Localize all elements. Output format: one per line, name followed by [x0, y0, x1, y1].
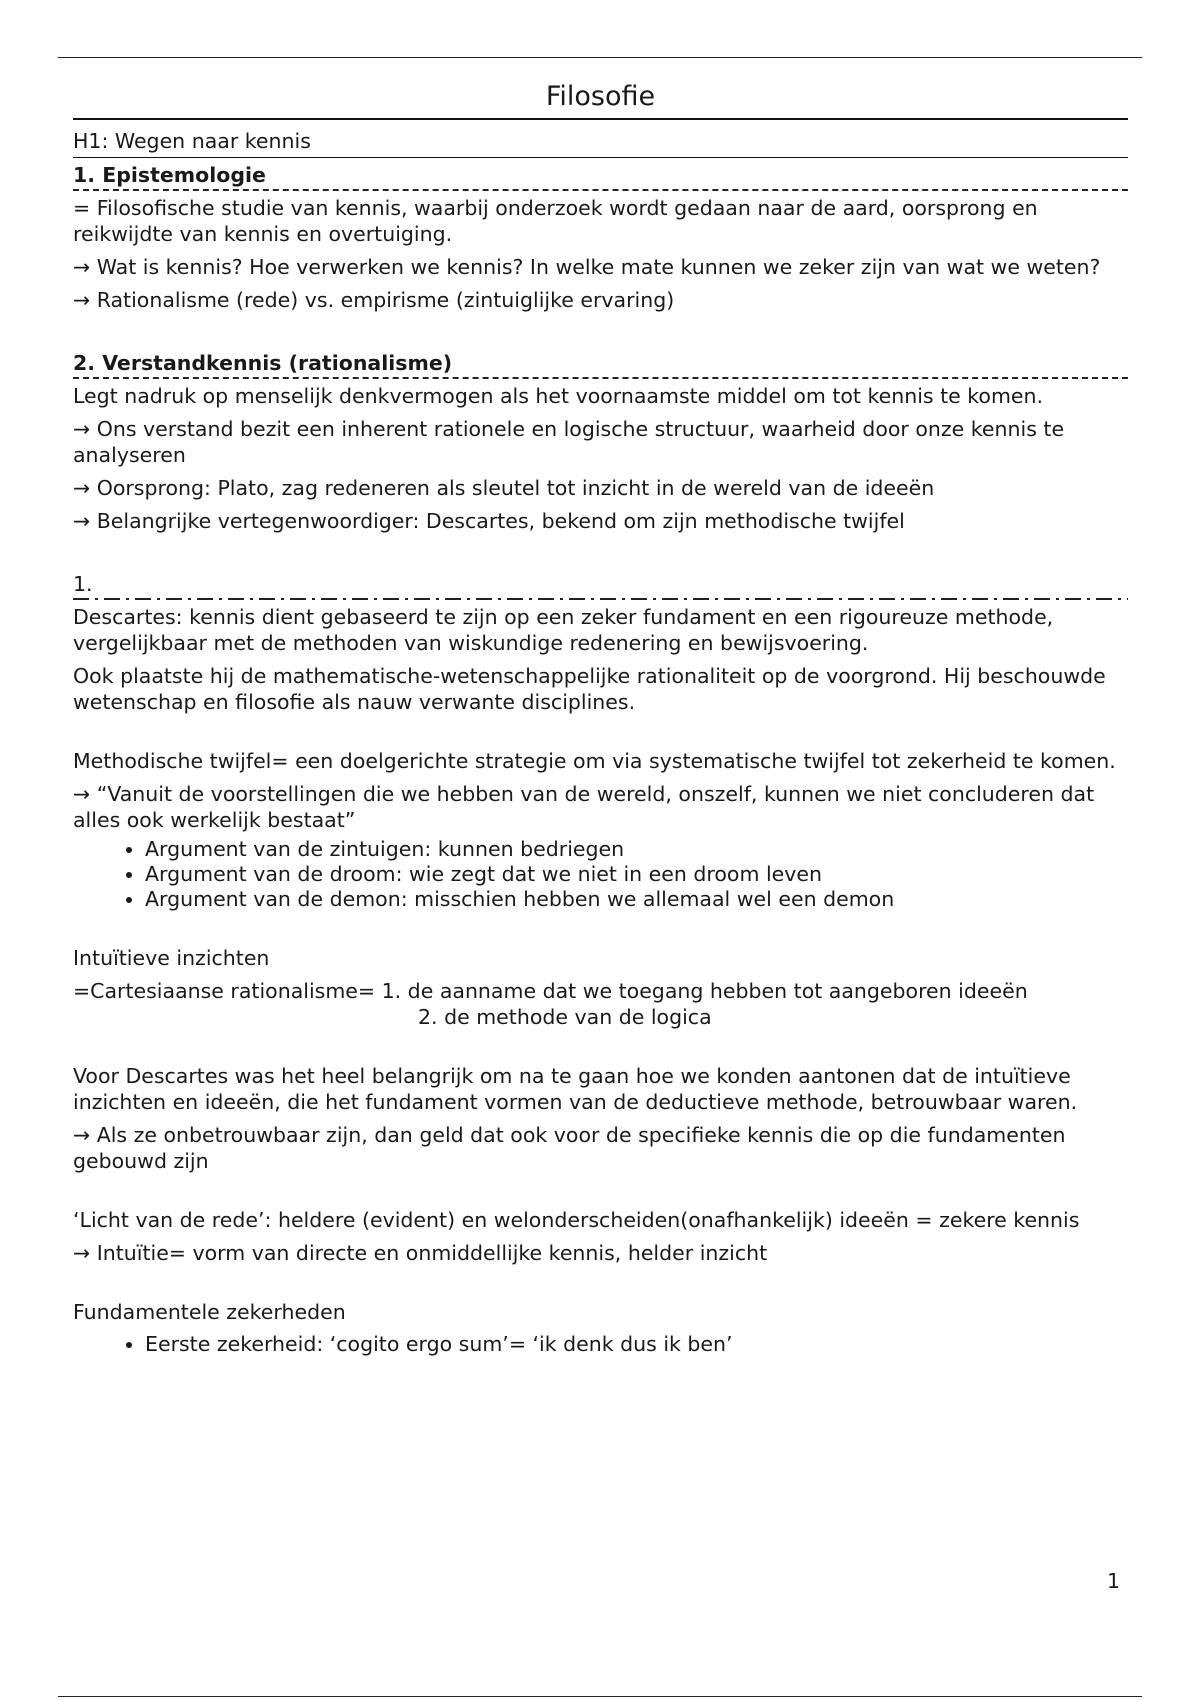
page-number: 1: [1106, 1569, 1120, 1593]
spacer: [73, 320, 1128, 346]
section-heading-epistemologie: 1. Epistemologie: [73, 163, 266, 187]
certainties-heading: Fundamentele zekerheden: [73, 1300, 346, 1324]
methodic-doubt-quote: → “Vanuit de voorstellingen die we hebben van de wereld, onszelf, kunnen we niet concluderen dat alles ook werkelijk bestaat”: [73, 782, 1095, 832]
verstandkennis-point: → Ons verstand bezit een inherent rationele en logische structuur, waarheid door onze kennis te analyseren: [73, 417, 1065, 467]
cartesian-line: 2. de methode van de logica: [418, 1005, 712, 1029]
chapter-heading: H1: Wegen naar kennis: [73, 129, 311, 153]
section-dashed-rule: [73, 377, 1128, 379]
page-bottom-rule: [58, 1696, 1142, 1697]
descartes-paragraph: Descartes: kennis dient gebaseerd te zijn op een zeker fundament en een rigoureuze methode, vergelijkbaar met de methoden van wiskundige redenering en bewijsvoering.: [73, 605, 1054, 655]
page-top-rule: [58, 57, 1142, 58]
verstandkennis-point: → Belangrijke vertegenwoordiger: Descartes, bekend om zijn methodische twijfel: [73, 509, 905, 533]
intuition-heading: Intuïtieve inzichten: [73, 946, 270, 970]
descartes-paragraph: Ook plaatste hij de mathematische-wetenschappelijke rationaliteit op de voorgrond. Hij beschouwde wetenschap en filosofie als nauw verwante disciplines.: [73, 664, 1106, 714]
methodic-doubt-definition: Methodische twijfel= een doelgerichte strategie om via systematische twijfel tot zekerheid te komen.: [73, 749, 1116, 773]
document-title: Filosofie: [545, 81, 656, 112]
light-of-reason-paragraph: ‘Licht van de rede’: heldere (evident) en welonderscheiden(onafhankelijk) ideeën = zekere kennis: [73, 1208, 1080, 1232]
document-body: [73, 78, 1128, 1364]
list-item: • Eerste zekerheid: ‘cogito ergo sum’= ‘ik denk dus ik ben’: [145, 1332, 1128, 1357]
epistemologie-point: → Wat is kennis? Hoe verwerken we kennis? In welke mate kunnen we zeker zijn van wat we weten?: [73, 255, 1101, 279]
spacer: [73, 1030, 1128, 1063]
certainties-list: [73, 1332, 1128, 1357]
subsection-dashdot-rule: [73, 598, 1128, 600]
list-item: • Argument van de demon: misschien hebben we allemaal wel een demon: [145, 887, 1128, 912]
light-of-reason-point: → Intuïtie= vorm van directe en onmiddellijke kennis, helder inzicht: [73, 1241, 768, 1265]
verstandkennis-point: → Oorsprong: Plato, zag redeneren als sleutel tot inzicht in de wereld van de ideeën: [73, 476, 935, 500]
section-heading-verstandkennis: 2. Verstandkennis (rationalisme): [73, 351, 453, 375]
chapter-underline: [73, 157, 1128, 158]
reliability-point: → Als ze onbetrouwbaar zijn, dan geld dat ook voor de specifieke kennis die op die fundamenten gebouwd zijn: [73, 1123, 1066, 1173]
list-item: • Argument van de zintuigen: kunnen bedriegen: [145, 837, 1128, 862]
list-item: • Argument van de droom: wie zegt dat we niet in een droom leven: [145, 862, 1128, 887]
section-dashed-rule: [73, 189, 1128, 191]
spacer: [73, 1273, 1128, 1299]
epistemologie-definition: = Filosofische studie van kennis, waarbij onderzoek wordt gedaan naar de aard, oorsprong en reikwijdte van kennis en overtuiging.: [73, 196, 1038, 246]
spacer: [73, 722, 1128, 748]
reliability-paragraph: Voor Descartes was het heel belangrijk om na te gaan hoe we konden aantonen dat de intuïtieve inzichten en ideeën, die het fundament vormen van de deductieve methode, betrouwbaar waren.: [73, 1064, 1078, 1114]
arguments-list: [73, 837, 1128, 912]
verstandkennis-intro: Legt nadruk op menselijk denkvermogen als het voornaamste middel om tot kennis te komen.: [73, 384, 1044, 408]
subsection-heading: 1.: [73, 572, 93, 596]
spacer: [73, 919, 1128, 945]
cartesian-line: =Cartesiaanse rationalisme= 1. de aanname dat we toegang hebben tot aangeboren ideeën: [73, 979, 1028, 1003]
spacer: [73, 541, 1128, 567]
cartesian-definition: [73, 978, 1128, 1030]
title-underline: [73, 118, 1128, 120]
epistemologie-point: → Rationalisme (rede) vs. empirisme (zintuiglijke ervaring): [73, 288, 675, 312]
spacer: [73, 1181, 1128, 1207]
